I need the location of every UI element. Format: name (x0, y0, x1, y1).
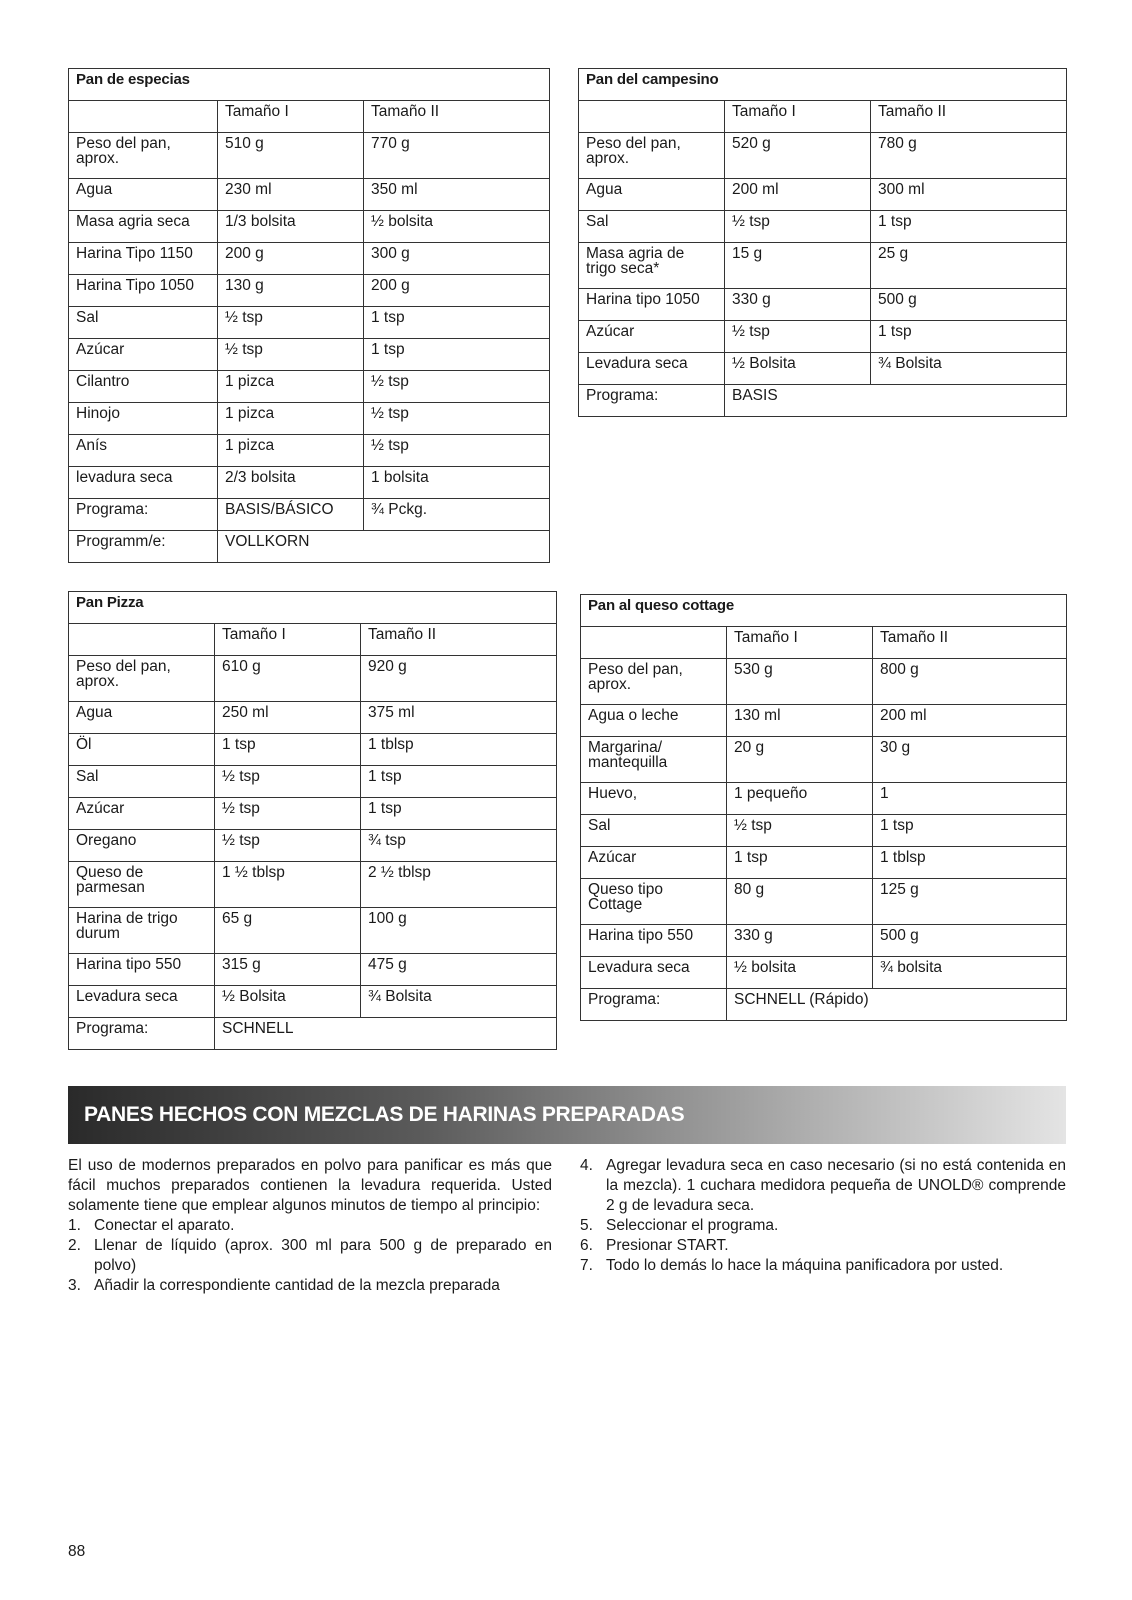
step-number: 7. (580, 1257, 593, 1274)
step-number: 1. (68, 1217, 81, 1234)
table-title: Pan al queso cottage (581, 595, 1067, 627)
size-2-value: 350 ml (364, 179, 550, 211)
page-number: 88 (68, 1543, 86, 1560)
size-2-value: 780 g (871, 133, 1067, 179)
ingredient-label: Peso del pan, aprox. (581, 659, 727, 705)
size-2-value: ¾ Pckg. (364, 499, 550, 531)
size-2-value: 300 ml (871, 179, 1067, 211)
ingredient-label: Peso del pan, aprox. (69, 656, 215, 702)
ingredient-label: Sal (69, 766, 215, 798)
size-1-value: 2/3 bolsita (218, 467, 364, 499)
step-text: Añadir la correspondiente cantidad de la mezcla preparada (94, 1277, 500, 1294)
size-2-value: 375 ml (361, 702, 557, 734)
size-1-value: 200 g (218, 243, 364, 275)
header-cell: Tamaño II (873, 627, 1067, 659)
step-number: 3. (68, 1277, 81, 1294)
ingredient-label: Sal (581, 815, 727, 847)
size-1-value: ½ tsp (725, 211, 871, 243)
ingredient-label: Azúcar (69, 798, 215, 830)
size-1-value: ½ tsp (725, 321, 871, 353)
ingredient-label: Margarina/ mantequilla (581, 737, 727, 783)
size-1-value: ½ tsp (727, 815, 873, 847)
header-cell (69, 624, 215, 656)
step-text: Llenar de líquido (aprox. 300 ml para 500 g de preparado en polvo) (94, 1237, 552, 1274)
size-2-value: 1 tsp (361, 798, 557, 830)
ingredient-label: Oregano (69, 830, 215, 862)
ingredient-label: Azúcar (579, 321, 725, 353)
step-text: Presionar START. (606, 1237, 729, 1254)
header-cell: Tamaño II (871, 101, 1067, 133)
ingredient-label: Levadura seca (69, 986, 215, 1018)
size-1-value: 520 g (725, 133, 871, 179)
size-2-value: 500 g (871, 289, 1067, 321)
list-item (68, 1236, 552, 1276)
size-1-value: 250 ml (215, 702, 361, 734)
size-1-value: ½ tsp (215, 830, 361, 862)
size-1-value: 130 g (218, 275, 364, 307)
size-1-value: 20 g (727, 737, 873, 783)
size-1-value: 1 tsp (727, 847, 873, 879)
ingredient-label: Masa agria seca (69, 211, 218, 243)
step-text: Seleccionar el programa. (606, 1217, 779, 1234)
table-title: Pan del campesino (579, 69, 1067, 101)
size-2-value: 2 ½ tblsp (361, 862, 557, 908)
ingredient-label: Agua o leche (581, 705, 727, 737)
size-1-value: 80 g (727, 879, 873, 925)
ingredient-label: Harina Tipo 1150 (69, 243, 218, 275)
header-cell (581, 627, 727, 659)
ingredient-label: Levadura seca (579, 353, 725, 385)
size-2-value: 1 tblsp (873, 847, 1067, 879)
ingredient-label: Harina Tipo 1050 (69, 275, 218, 307)
size-1-value: ½ bolsita (727, 957, 873, 989)
size-2-value: 200 g (364, 275, 550, 307)
size-1-value: 330 g (727, 925, 873, 957)
size-1-value: 65 g (215, 908, 361, 954)
program-label: Programa: (581, 989, 727, 1021)
size-1-value: 230 ml (218, 179, 364, 211)
size-2-value: 1 tblsp (361, 734, 557, 766)
size-2-value: 1 tsp (873, 815, 1067, 847)
recipe-table-pan-al-queso-cottage (580, 594, 1067, 1021)
steps-list (580, 1156, 1066, 1276)
size-1-value: BASIS/BÁSICO (218, 499, 364, 531)
size-1-value: ½ Bolsita (725, 353, 871, 385)
size-1-value: 1 pequeño (727, 783, 873, 815)
program-label: Programa: (579, 385, 725, 417)
ingredient-label: Agua (579, 179, 725, 211)
size-2-value: ½ tsp (364, 371, 550, 403)
ingredient-label: Peso del pan, aprox. (579, 133, 725, 179)
header-cell: Tamaño I (727, 627, 873, 659)
instructions-left-column (68, 1156, 552, 1296)
size-2-value: 1 tsp (364, 307, 550, 339)
size-2-value: ½ tsp (364, 435, 550, 467)
list-item (68, 1216, 552, 1236)
ingredient-label: Huevo, (581, 783, 727, 815)
program-value: SCHNELL (Rápido) (727, 989, 1067, 1021)
ingredient-label: Agua (69, 702, 215, 734)
size-1-value: ½ tsp (215, 798, 361, 830)
header-cell: Tamaño II (361, 624, 557, 656)
program-value: VOLLKORN (218, 531, 550, 563)
step-number: 4. (580, 1157, 593, 1174)
size-1-value: 1/3 bolsita (218, 211, 364, 243)
ingredient-label: Öl (69, 734, 215, 766)
ingredient-label: Harina tipo 550 (581, 925, 727, 957)
size-2-value: 1 tsp (871, 211, 1067, 243)
size-2-value: 30 g (873, 737, 1067, 783)
step-number: 2. (68, 1237, 81, 1254)
ingredient-label: Hinojo (69, 403, 218, 435)
size-1-value: ½ Bolsita (215, 986, 361, 1018)
ingredient-label: Azúcar (581, 847, 727, 879)
size-1-value: 1 pizca (218, 403, 364, 435)
size-2-value: 1 (873, 783, 1067, 815)
header-cell (579, 101, 725, 133)
recipe-table-pan-pizza (68, 591, 557, 1050)
step-number: 5. (580, 1217, 593, 1234)
size-1-value: 610 g (215, 656, 361, 702)
list-item (580, 1156, 1066, 1216)
section-heading: PANES HECHOS CON MEZCLAS DE HARINAS PREPARADAS (68, 1086, 1066, 1144)
size-2-value: ½ tsp (364, 403, 550, 435)
size-1-value: ½ tsp (215, 766, 361, 798)
table-title: Pan de especias (69, 69, 550, 101)
ingredient-label: Sal (69, 307, 218, 339)
ingredient-label: Harina tipo 550 (69, 954, 215, 986)
ingredient-label: Harina tipo 1050 (579, 289, 725, 321)
size-2-value: 770 g (364, 133, 550, 179)
ingredient-label: Azúcar (69, 339, 218, 371)
program-label: Programm/e: (69, 531, 218, 563)
ingredient-label: Sal (579, 211, 725, 243)
size-1-value: 1 ½ tblsp (215, 862, 361, 908)
ingredient-label: Queso tipo Cottage (581, 879, 727, 925)
size-2-value: 100 g (361, 908, 557, 954)
ingredient-label: Harina de trigo durum (69, 908, 215, 954)
ingredient-label: Anís (69, 435, 218, 467)
ingredient-label: Masa agria de trigo seca* (579, 243, 725, 289)
recipe-table-pan-del-campesino (578, 68, 1067, 417)
size-2-value: ¾ Bolsita (871, 353, 1067, 385)
size-2-value: ½ bolsita (364, 211, 550, 243)
list-item (580, 1216, 1066, 1236)
ingredient-label: Programa: (69, 499, 218, 531)
program-value: BASIS (725, 385, 1067, 417)
size-2-value: 200 ml (873, 705, 1067, 737)
ingredient-label: Agua (69, 179, 218, 211)
header-cell: Tamaño I (218, 101, 364, 133)
size-2-value: 1 tsp (364, 339, 550, 371)
size-1-value: 1 pizca (218, 371, 364, 403)
size-2-value: 500 g (873, 925, 1067, 957)
ingredient-label: Cilantro (69, 371, 218, 403)
step-number: 6. (580, 1237, 593, 1254)
size-2-value: 475 g (361, 954, 557, 986)
size-1-value: 510 g (218, 133, 364, 179)
step-text: Todo lo demás lo hace la máquina panificadora por usted. (606, 1257, 1004, 1274)
table-title: Pan Pizza (69, 592, 557, 624)
size-2-value: 1 tsp (871, 321, 1067, 353)
size-2-value: ¾ tsp (361, 830, 557, 862)
size-1-value: 15 g (725, 243, 871, 289)
size-2-value: ¾ bolsita (873, 957, 1067, 989)
size-1-value: 530 g (727, 659, 873, 705)
header-cell: Tamaño II (364, 101, 550, 133)
header-cell (69, 101, 218, 133)
header-cell: Tamaño I (215, 624, 361, 656)
list-item (580, 1256, 1066, 1276)
size-2-value: 1 tsp (361, 766, 557, 798)
size-1-value: 1 pizca (218, 435, 364, 467)
size-1-value: 330 g (725, 289, 871, 321)
size-1-value: ½ tsp (218, 339, 364, 371)
size-2-value: 25 g (871, 243, 1067, 289)
intro-paragraph: El uso de modernos preparados en polvo para panificar es más que fácil muchos preparados contienen la levadura requerida. Usted solamente tiene que emplear algunos minutos de tiempo al principio: (68, 1157, 552, 1214)
size-1-value: 1 tsp (215, 734, 361, 766)
size-1-value: 200 ml (725, 179, 871, 211)
size-2-value: ¾ Bolsita (361, 986, 557, 1018)
ingredient-label: levadura seca (69, 467, 218, 499)
program-label: Programa: (69, 1018, 215, 1050)
recipe-table-pan-de-especias (68, 68, 550, 563)
size-2-value: 920 g (361, 656, 557, 702)
instructions-right-column (580, 1156, 1066, 1276)
size-2-value: 1 bolsita (364, 467, 550, 499)
size-2-value: 125 g (873, 879, 1067, 925)
ingredient-label: Peso del pan, aprox. (69, 133, 218, 179)
size-1-value: ½ tsp (218, 307, 364, 339)
ingredient-label: Queso de parmesan (69, 862, 215, 908)
size-1-value: 315 g (215, 954, 361, 986)
list-item (580, 1236, 1066, 1256)
header-cell: Tamaño I (725, 101, 871, 133)
ingredient-label: Levadura seca (581, 957, 727, 989)
program-value: SCHNELL (215, 1018, 557, 1050)
steps-list (68, 1216, 552, 1296)
size-2-value: 300 g (364, 243, 550, 275)
step-text: Agregar levadura seca en caso necesario (si no está contenida en la mezcla). 1 cuchara medidora pequeña de UNOLD® comprende 2 g de levadura seca. (606, 1157, 1066, 1214)
size-1-value: 130 ml (727, 705, 873, 737)
size-2-value: 800 g (873, 659, 1067, 705)
list-item (68, 1276, 552, 1296)
step-text: Conectar el aparato. (94, 1217, 235, 1234)
